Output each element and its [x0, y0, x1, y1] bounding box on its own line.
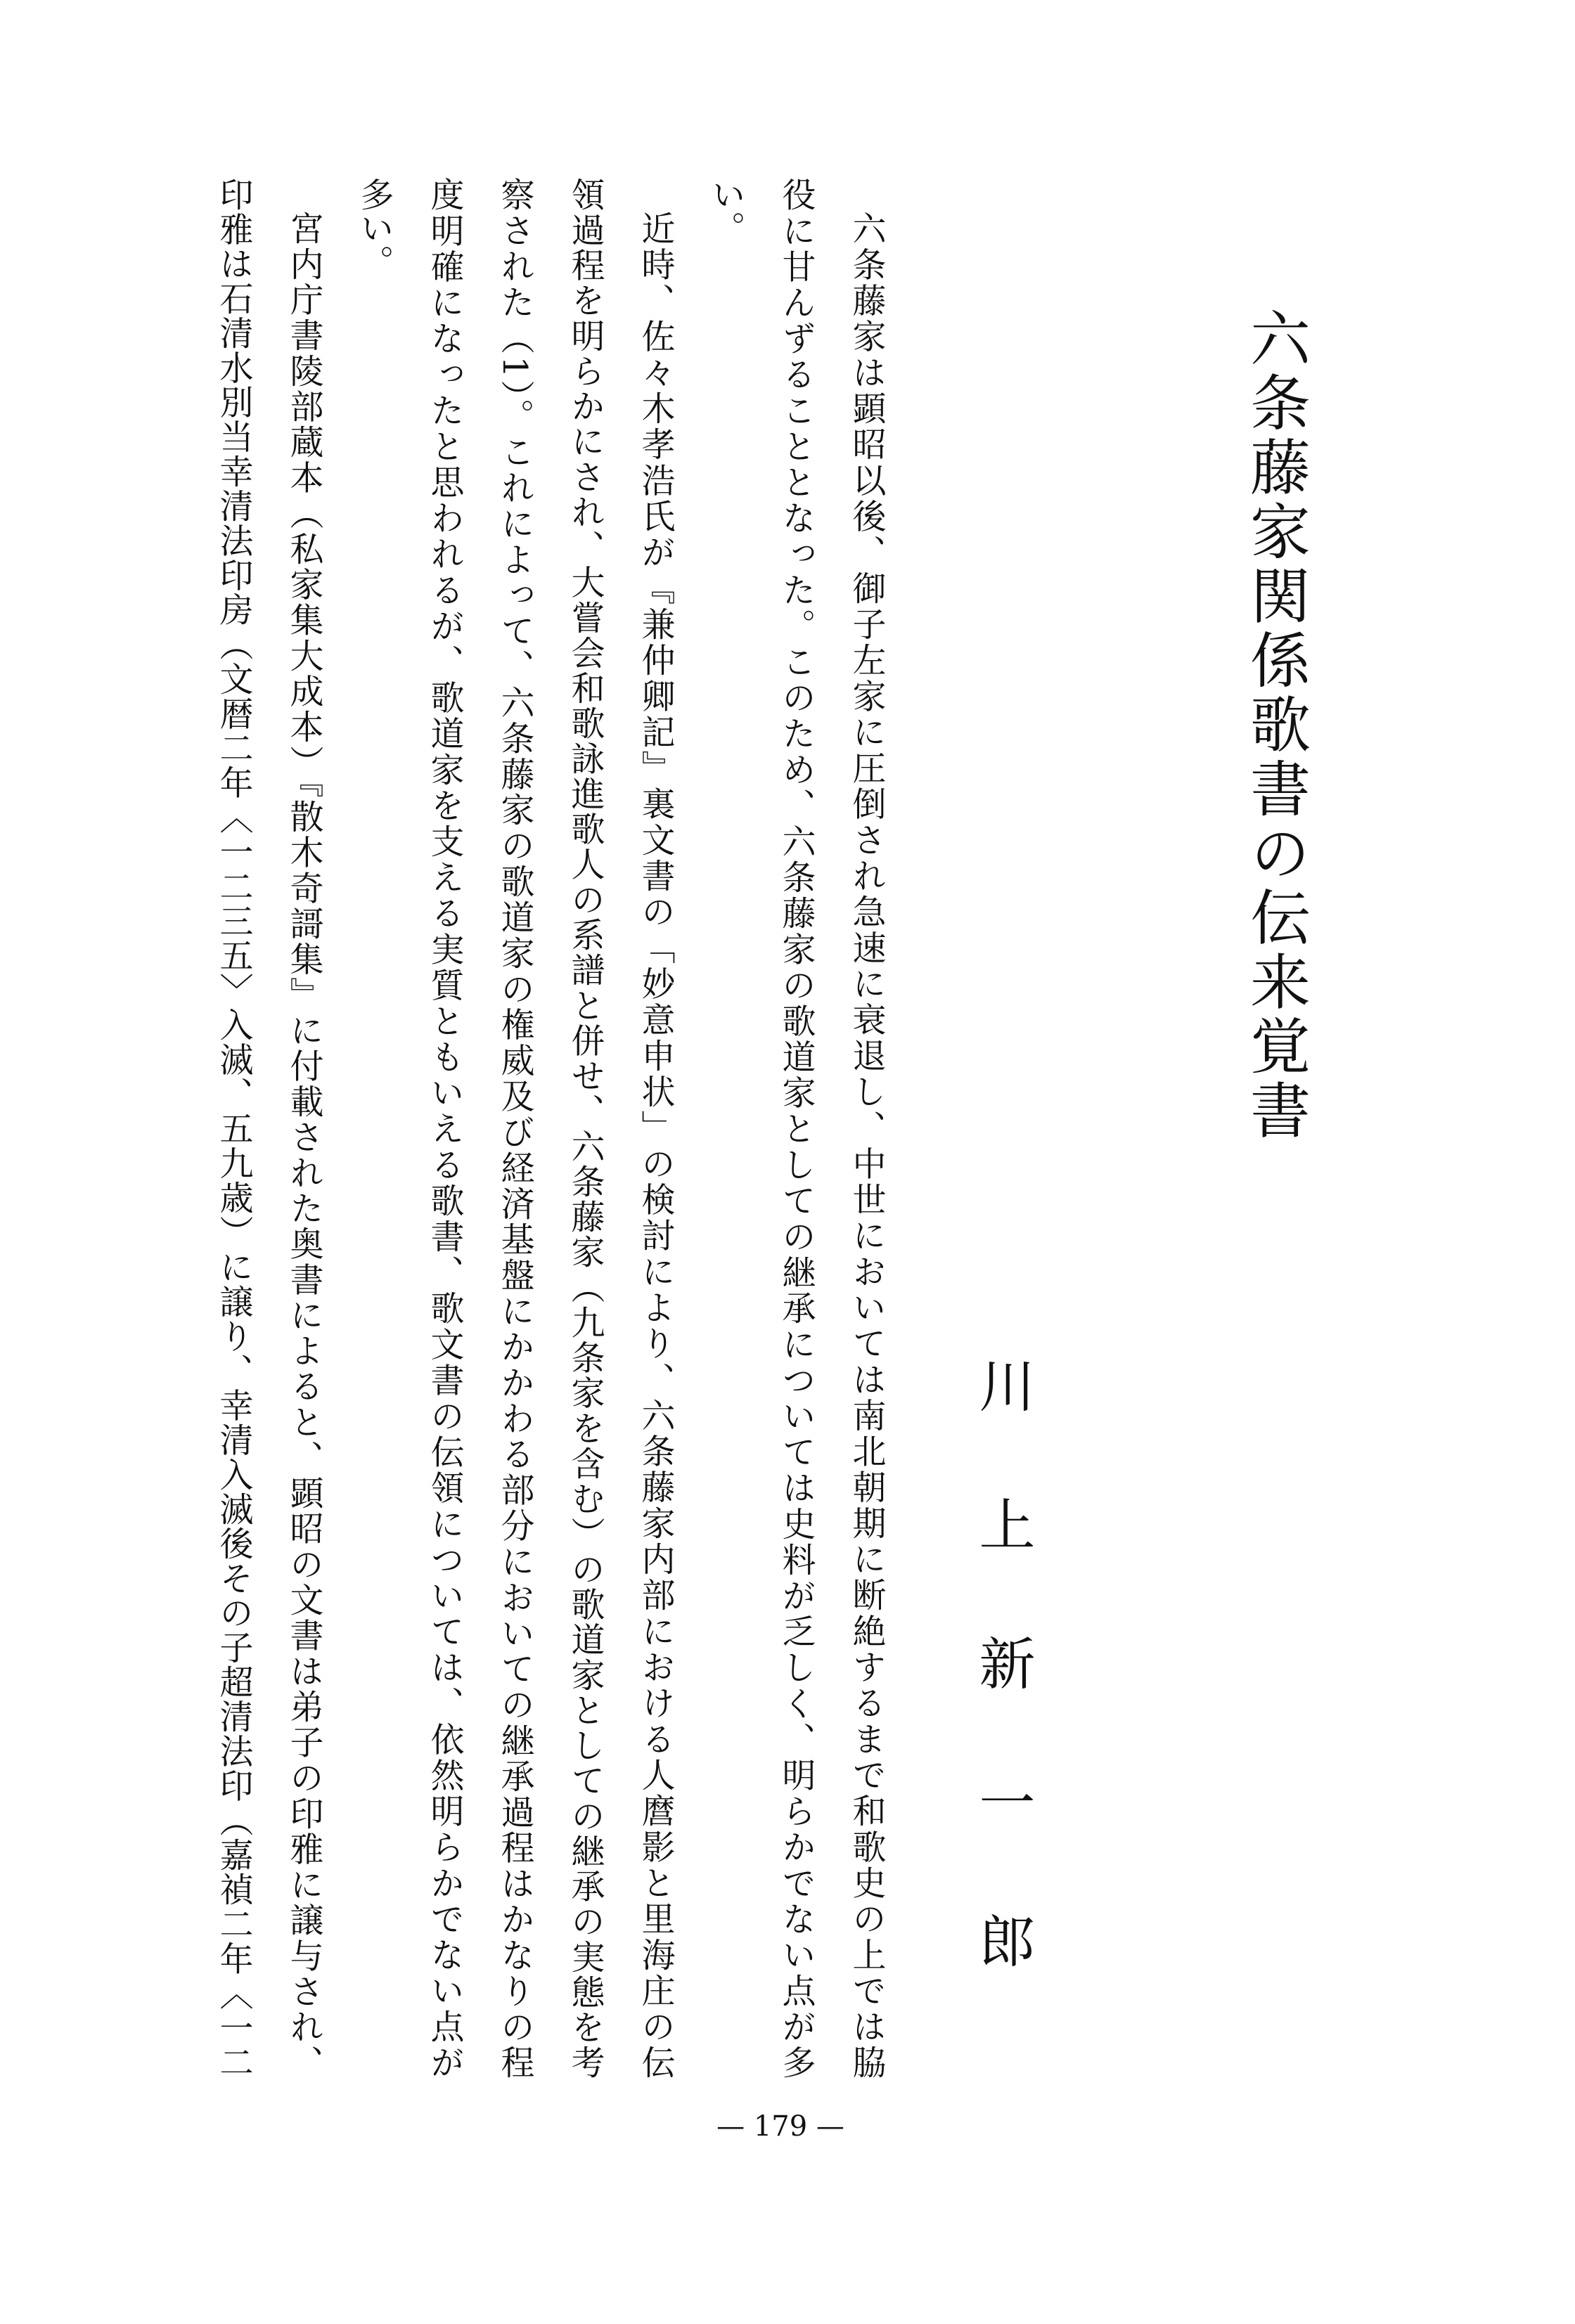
body-column: 度明確になったと思われるが、歌道家を支える実質ともいえる歌書、歌文書の伝領については、依然明らかでない点が	[425, 177, 464, 2079]
body-column: 印雅は石清水別当幸清法印房（文暦二年〈一二三五〉入滅、五九歳）に譲り、幸清入滅後その子超清法印（嘉禎二年〈一二	[214, 177, 253, 2079]
page-number: — 179 —	[716, 2110, 844, 2143]
body-column: 察された（1）。これによって、六条藤家の歌道家の権威及び経済基盤にかかわる部分においての継承過程はかなりの程	[495, 177, 534, 2079]
body-column: い。	[706, 177, 745, 245]
body-column: 多い。	[354, 177, 394, 278]
page-title: 六条藤家関係歌書の伝来覚書	[1240, 307, 1310, 1140]
author-name: 川上新一郎	[970, 1357, 1035, 1968]
body-column: 役に甘んずることとなった。このため、六条藤家の歌道家としての継承については史料が乏しく、明らかでない点が多	[776, 177, 816, 2079]
body-column: 近時、佐々木孝浩氏が『兼仲卿記』裏文書の「妙意申状」の検討により、六条藤家内部における人麿影と里海庄の伝	[636, 211, 675, 2079]
body-column: 宮内庁書陵部蔵本（私家集大成本）『散木奇謌集』に付載された奥書によると、顕昭の文書は弟子の印雅に譲与され、	[284, 211, 323, 2079]
body-column: 六条藤家は顕昭以後、御子左家に圧倒され急速に衰退し、中世においては南北朝期に断絶するまで和歌史の上では脇	[847, 211, 886, 2079]
body-column: 領過程を明らかにされ、大嘗会和歌詠進歌人の系譜と併せ、六条藤家（九条家を含む）の歌道家としての継承の実態を考	[565, 177, 605, 2079]
